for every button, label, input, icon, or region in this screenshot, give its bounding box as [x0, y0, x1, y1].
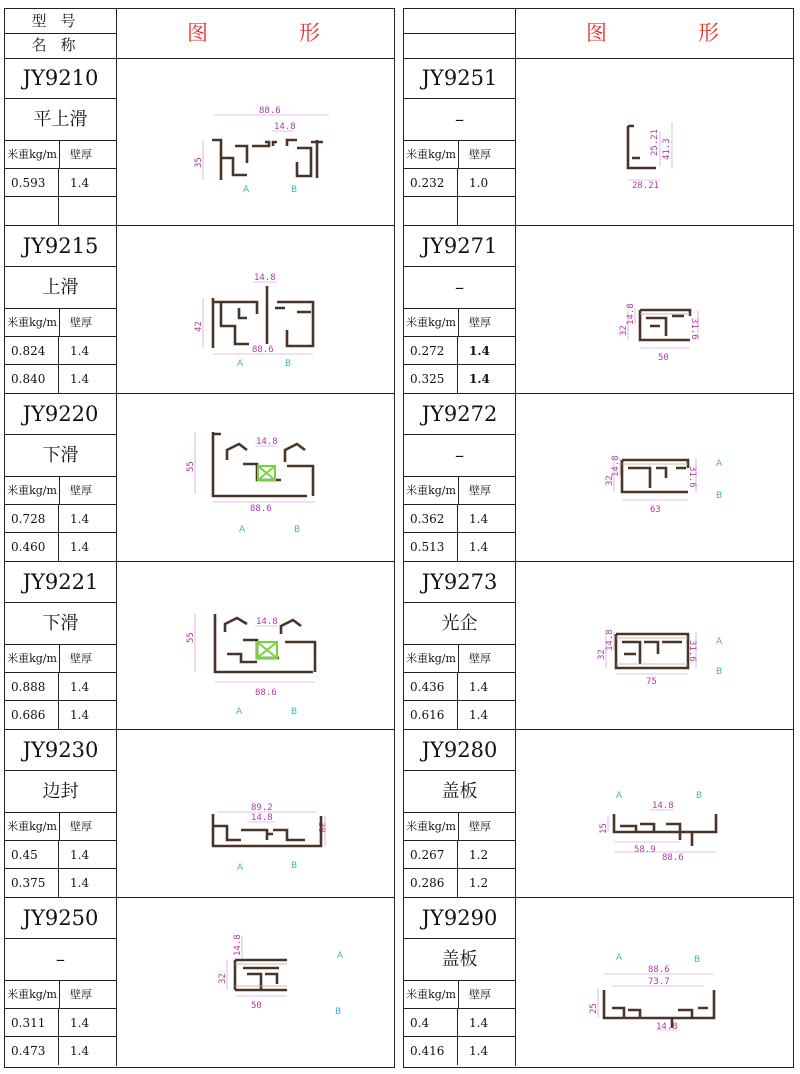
svg-text:35: 35 — [194, 157, 204, 168]
svg-text:88.6: 88.6 — [648, 965, 670, 975]
svg-text:A: A — [237, 359, 244, 369]
profile-svg — [117, 226, 395, 394]
profile-drawing — [516, 226, 793, 393]
profile-code: JY9251 — [404, 58, 515, 99]
profile-info — [5, 730, 117, 897]
svg-text:B: B — [291, 861, 298, 871]
profile-info — [5, 58, 117, 225]
svg-text:A: A — [243, 185, 250, 195]
profile-info — [5, 394, 117, 561]
weight-row: 0.232 1.0 — [404, 169, 515, 197]
profile-entry-jy9230 — [5, 730, 394, 898]
profile-code: JY9271 — [404, 226, 515, 267]
profile-name: – — [404, 267, 515, 309]
profile-entry-jy9290 — [404, 898, 793, 1066]
profile-code: JY9280 — [404, 730, 515, 771]
svg-text:50: 50 — [251, 1001, 262, 1011]
svg-text:A: A — [616, 953, 623, 963]
profile-name: 边封 — [5, 771, 116, 813]
weight-row: 0.686 1.4 — [5, 701, 116, 729]
header-name-empty — [404, 33, 516, 58]
profile-entry-jy9280 — [404, 730, 793, 898]
svg-text:58.9: 58.9 — [634, 845, 656, 855]
header-figure-char-2: 形 — [698, 21, 719, 45]
profile-svg — [117, 898, 395, 1066]
profile-code: JY9220 — [5, 394, 116, 435]
svg-text:55: 55 — [186, 461, 196, 472]
profile-name: 平上滑 — [5, 99, 116, 141]
profile-entry-jy9221 — [5, 562, 394, 730]
weight-row: 0.267 1.2 — [404, 841, 515, 869]
weight-row: 0.362 1.4 — [404, 505, 515, 533]
weight-header-row: 米重kg/m 壁厚 — [5, 477, 116, 505]
weight-row: 0.436 1.4 — [404, 673, 515, 701]
profile-code: JY9290 — [404, 898, 515, 939]
header-model-empty — [404, 9, 516, 34]
profile-entry-jy9251 — [404, 58, 793, 226]
profile-name: 光企 — [404, 603, 515, 645]
profile-info — [404, 730, 516, 897]
profile-entry-jy9272 — [404, 394, 793, 562]
profile-name: – — [404, 435, 515, 477]
profile-entry-jy9220 — [5, 394, 394, 562]
weight-row: 0.375 1.4 — [5, 869, 116, 897]
profile-name: 上滑 — [5, 267, 116, 309]
svg-text:B: B — [294, 525, 301, 535]
weight-row: 0.272 1.4 — [404, 337, 515, 365]
catalog-left-column — [4, 8, 395, 1068]
svg-text:14.8: 14.8 — [233, 934, 243, 956]
svg-text:89.2: 89.2 — [251, 803, 273, 813]
header-figure-char-1: 图 — [586, 21, 607, 45]
profile-info — [404, 58, 516, 225]
weight-header-row: 米重kg/m 壁厚 — [404, 981, 515, 1009]
svg-text:42: 42 — [194, 321, 204, 332]
weight-row: 0.473 1.4 — [5, 1037, 116, 1065]
svg-text:32: 32 — [597, 649, 607, 660]
profile-drawing — [516, 730, 793, 897]
svg-text:31.6: 31.6 — [687, 640, 697, 662]
profile-drawing — [117, 730, 394, 897]
weight-row: 0.616 1.4 — [404, 701, 515, 729]
svg-text:55: 55 — [186, 632, 196, 643]
svg-text:63: 63 — [650, 505, 661, 515]
profile-name: 下滑 — [5, 603, 116, 645]
weight-header-row: 米重kg/m 壁厚 — [404, 309, 515, 337]
weight-header-row: 米重kg/m 壁厚 — [404, 477, 515, 505]
profile-svg — [516, 58, 794, 226]
svg-text:15: 15 — [599, 823, 609, 834]
header-figure-label — [516, 9, 793, 58]
svg-text:14.8: 14.8 — [611, 455, 621, 477]
weight-row: 0.824 1.4 — [5, 337, 116, 365]
weight-row: 0.593 1.4 — [5, 169, 116, 197]
profile-info — [404, 394, 516, 561]
header-figure-label — [117, 9, 394, 58]
weight-header-row: 米重kg/m 壁厚 — [5, 141, 116, 169]
profile-drawing — [117, 58, 394, 225]
profile-svg — [117, 58, 395, 226]
svg-text:73.7: 73.7 — [648, 977, 670, 987]
profile-drawing — [117, 562, 394, 729]
svg-text:14.8: 14.8 — [254, 273, 276, 283]
profile-svg — [117, 730, 395, 898]
svg-text:A: A — [716, 459, 723, 469]
svg-text:A: A — [716, 637, 723, 647]
profile-drawing — [516, 394, 793, 561]
profile-info — [5, 898, 117, 1066]
svg-text:50: 50 — [658, 353, 669, 363]
profile-info — [404, 562, 516, 729]
weight-row: 0.728 1.4 — [5, 505, 116, 533]
weight-row: 0.416 1.4 — [404, 1037, 515, 1065]
weight-row: 0.325 1.4 — [404, 365, 515, 393]
weight-header-row: 米重kg/m 壁厚 — [5, 981, 116, 1009]
profile-svg — [117, 562, 395, 730]
weight-header-row: 米重kg/m 壁厚 — [404, 141, 515, 169]
svg-text:88.6: 88.6 — [662, 853, 684, 863]
profile-entry-jy9250 — [5, 898, 394, 1066]
weight-header-row: 米重kg/m 壁厚 — [404, 645, 515, 673]
svg-text:88.6: 88.6 — [250, 504, 272, 514]
svg-text:B: B — [291, 185, 298, 195]
svg-text:A: A — [236, 707, 243, 717]
svg-text:B: B — [716, 667, 723, 677]
profile-code: JY9272 — [404, 394, 515, 435]
weight-header-row: 米重kg/m 壁厚 — [5, 309, 116, 337]
weight-row: 0.286 1.2 — [404, 869, 515, 897]
profile-svg — [516, 226, 794, 394]
profile-code: JY9221 — [5, 562, 116, 603]
header-figure-char-1: 图 — [187, 21, 208, 45]
table-header — [5, 9, 394, 59]
profile-code: JY9210 — [5, 58, 116, 99]
catalog-right-column — [403, 8, 794, 1068]
svg-text:32: 32 — [619, 325, 629, 336]
profile-drawing — [117, 226, 394, 393]
profile-code: JY9230 — [5, 730, 116, 771]
svg-text:A: A — [616, 791, 623, 801]
profile-svg — [516, 394, 794, 562]
profile-name: – — [404, 99, 515, 141]
weight-row: 0.45 1.4 — [5, 841, 116, 869]
profile-drawing — [516, 562, 793, 729]
profile-drawing — [516, 58, 793, 225]
svg-text:14.8: 14.8 — [656, 1022, 678, 1032]
profile-entry-jy9273 — [404, 562, 793, 730]
profile-entry-jy9210 — [5, 58, 394, 226]
profile-entry-jy9215 — [5, 226, 394, 394]
profile-info — [404, 898, 516, 1066]
profile-entry-jy9271 — [404, 226, 793, 394]
svg-text:30: 30 — [316, 822, 326, 833]
svg-text:A: A — [337, 951, 344, 961]
svg-text:14.8: 14.8 — [605, 629, 615, 651]
svg-text:14.8: 14.8 — [274, 122, 296, 132]
svg-text:25: 25 — [589, 1003, 599, 1014]
svg-text:31.6: 31.6 — [689, 318, 699, 340]
profile-svg — [516, 730, 794, 898]
weight-row: 0.4 1.4 — [404, 1009, 515, 1037]
weight-row: 0.840 1.4 — [5, 365, 116, 393]
profile-code: JY9250 — [5, 898, 116, 939]
profile-drawing — [117, 394, 394, 561]
svg-text:14.8: 14.8 — [626, 303, 636, 325]
weight-header-row: 米重kg/m 壁厚 — [5, 813, 116, 841]
profile-svg — [516, 898, 794, 1066]
svg-text:14.8: 14.8 — [256, 437, 278, 447]
profile-info — [404, 226, 516, 393]
svg-text:A: A — [237, 863, 244, 873]
profile-name: 盖板 — [404, 939, 515, 981]
weight-header-row: 米重kg/m 壁厚 — [5, 645, 116, 673]
svg-text:75: 75 — [646, 677, 657, 687]
weight-row — [5, 197, 116, 225]
svg-text:25.21: 25.21 — [650, 128, 660, 156]
svg-text:14.8: 14.8 — [256, 617, 278, 627]
svg-text:B: B — [335, 1007, 342, 1017]
svg-text:41.3: 41.3 — [662, 138, 672, 160]
svg-text:A: A — [239, 525, 246, 535]
svg-text:31.6: 31.6 — [687, 466, 697, 488]
weight-row: 0.513 1.4 — [404, 533, 515, 561]
svg-text:B: B — [285, 359, 292, 369]
table-header — [404, 9, 793, 59]
svg-text:32: 32 — [218, 973, 228, 984]
svg-text:14.8: 14.8 — [652, 801, 674, 811]
profile-svg — [117, 394, 395, 562]
profile-info — [5, 226, 117, 393]
profile-name: 盖板 — [404, 771, 515, 813]
svg-text:B: B — [716, 491, 723, 501]
svg-text:B: B — [694, 955, 701, 965]
weight-row: 0.888 1.4 — [5, 673, 116, 701]
weight-row: 0.460 1.4 — [5, 533, 116, 561]
profile-info — [5, 562, 117, 729]
weight-row — [404, 197, 515, 225]
svg-text:B: B — [696, 791, 703, 801]
header-name-label: 名称 — [5, 33, 117, 58]
profile-drawing — [516, 898, 793, 1066]
weight-header-row: 米重kg/m 壁厚 — [404, 813, 515, 841]
profile-svg — [516, 562, 794, 730]
svg-text:B: B — [291, 707, 298, 717]
profile-name: – — [5, 939, 116, 981]
header-figure-char-2: 形 — [299, 21, 320, 45]
svg-text:88.6: 88.6 — [259, 106, 281, 116]
profile-drawing — [117, 898, 394, 1066]
svg-text:32: 32 — [605, 475, 615, 486]
weight-row: 0.311 1.4 — [5, 1009, 116, 1037]
svg-text:88.6: 88.6 — [252, 345, 274, 355]
profile-name: 下滑 — [5, 435, 116, 477]
svg-text:88.6: 88.6 — [255, 688, 277, 698]
profile-code: JY9273 — [404, 562, 515, 603]
svg-text:28.21: 28.21 — [632, 181, 660, 191]
svg-text:14.8: 14.8 — [251, 813, 273, 823]
profile-code: JY9215 — [5, 226, 116, 267]
header-model-label: 型号 — [5, 9, 117, 34]
